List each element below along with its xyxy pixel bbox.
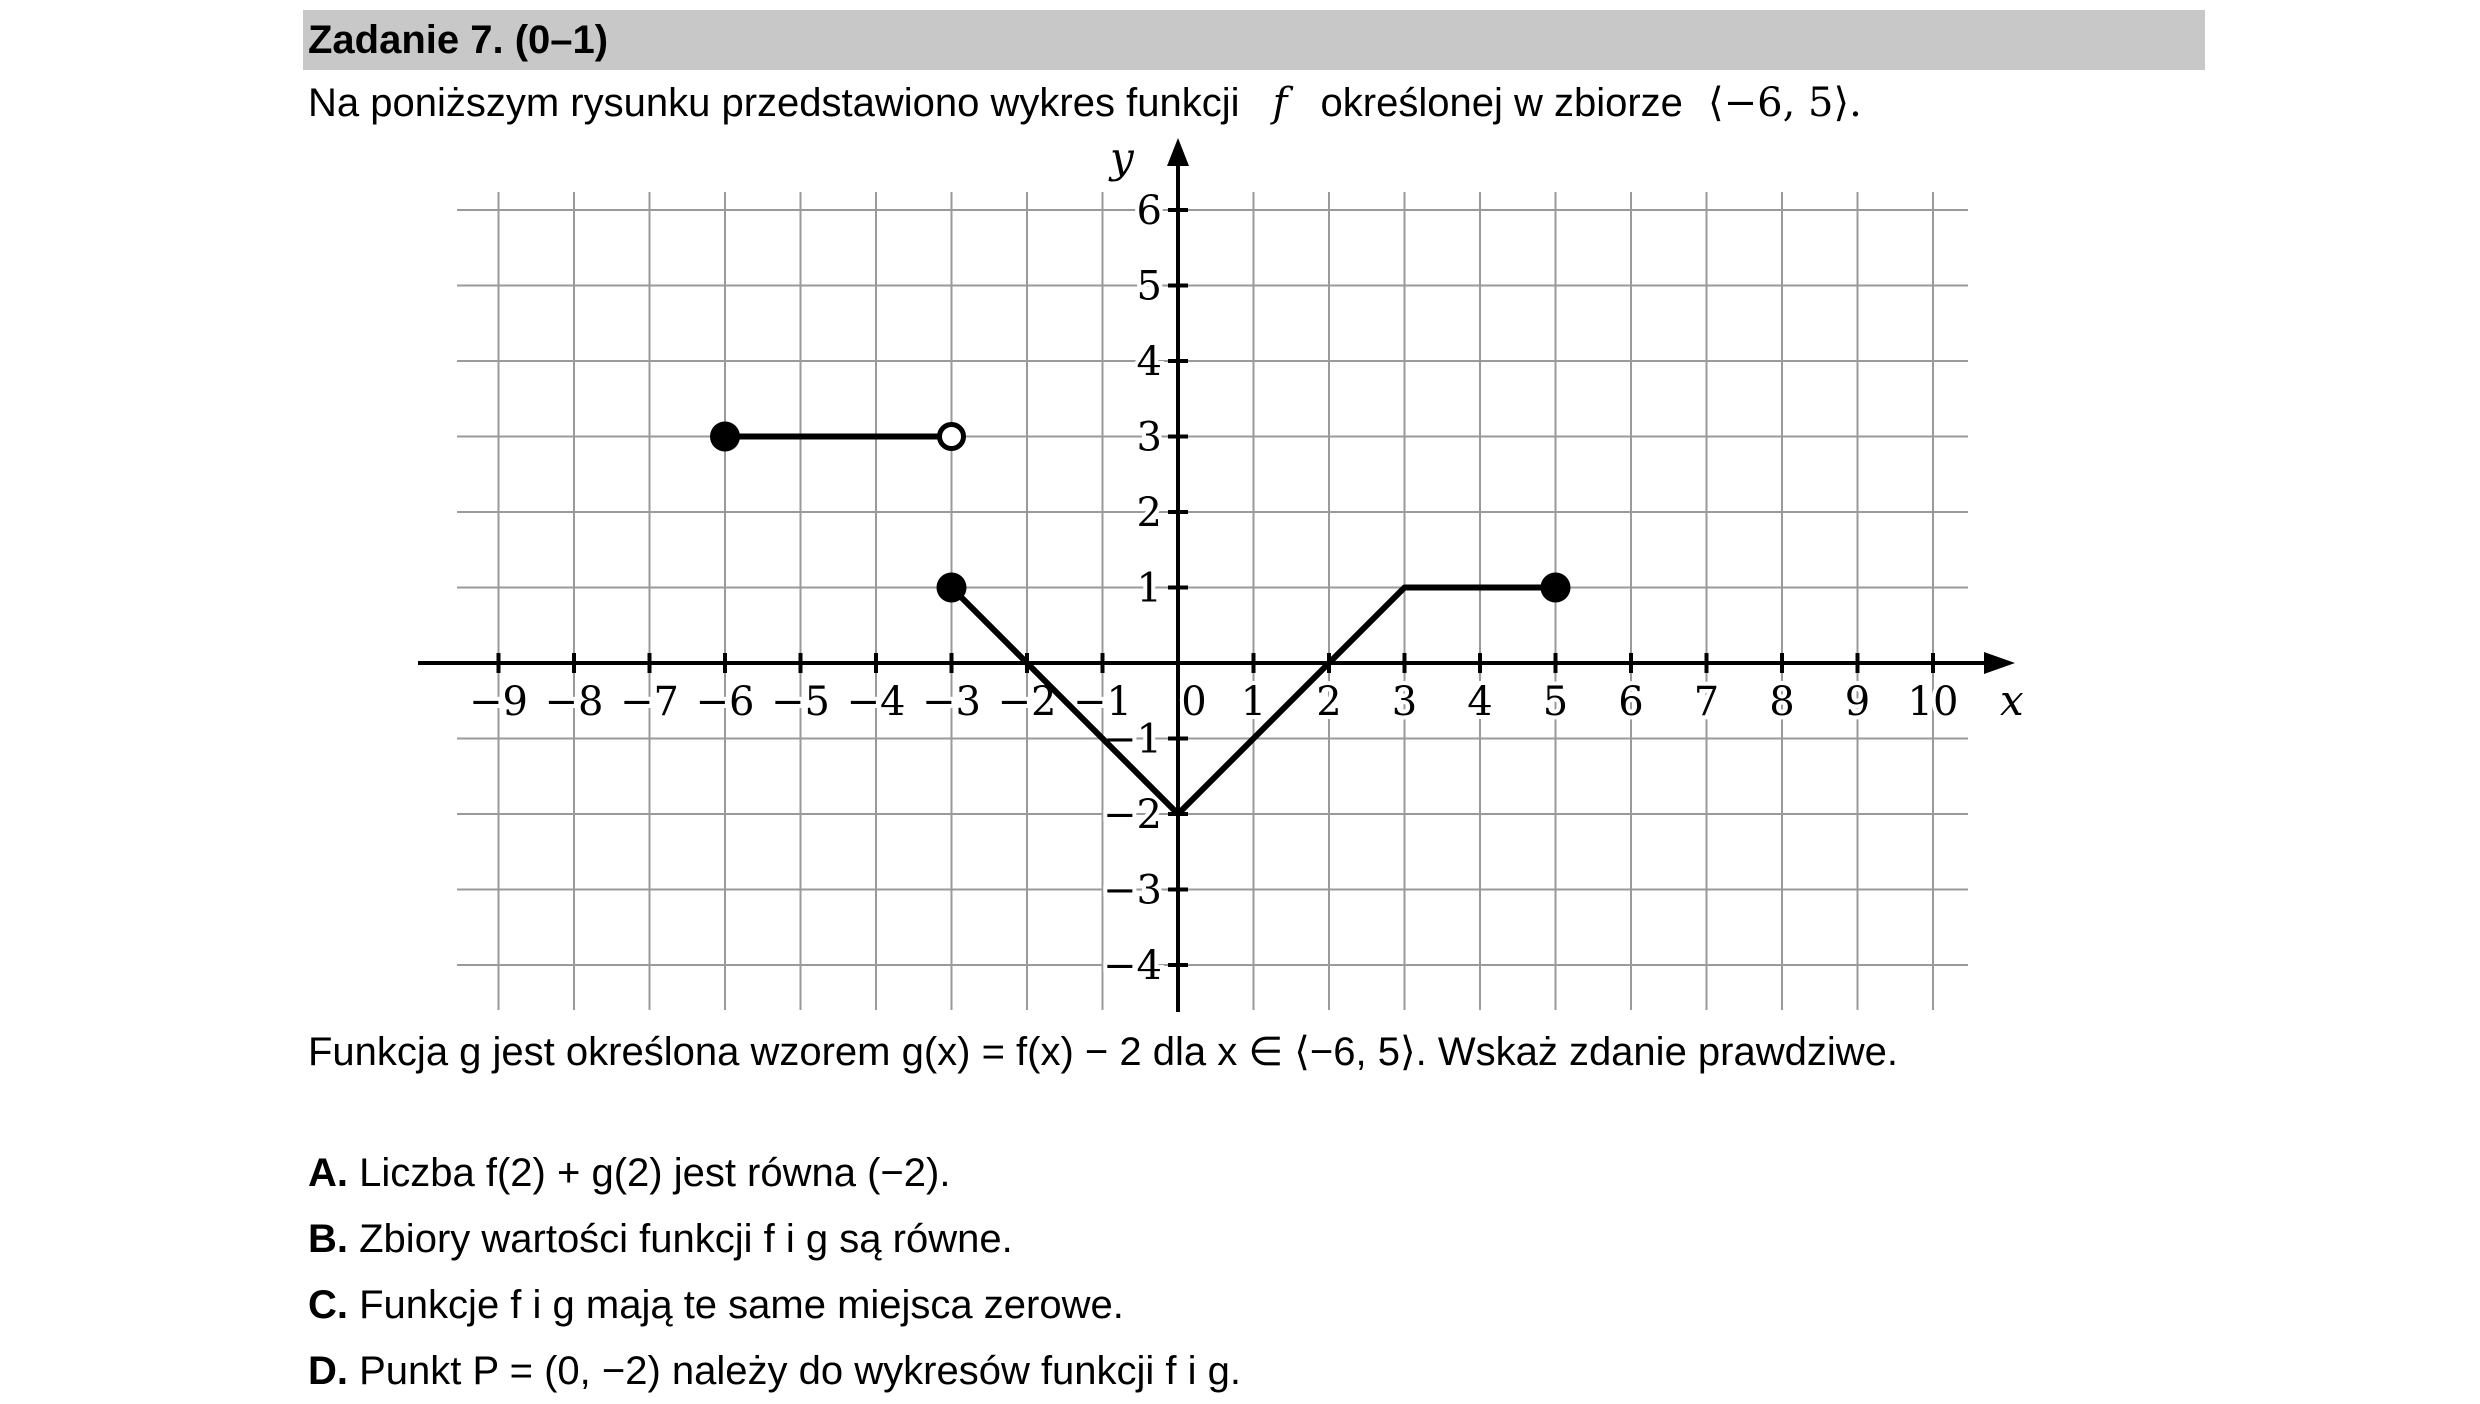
y-tick-label: 3 [1136, 414, 1162, 461]
x-tick-label: −8 [544, 679, 604, 725]
x-tick-label: 2 [1316, 679, 1342, 725]
closed-endpoint [710, 422, 740, 452]
y-tick-label: 6 [1136, 188, 1162, 234]
y-axis-arrow [1167, 138, 1189, 166]
y-tick-label: −4 [1103, 943, 1162, 989]
axes [418, 138, 2015, 1012]
tick-labels [469, 133, 2024, 989]
x-tick-label: −4 [846, 679, 906, 725]
x-tick-label: −9 [469, 679, 528, 725]
x-tick-label: −5 [771, 679, 830, 725]
x-tick-label: 10 [1907, 679, 1959, 725]
open-endpoint [940, 425, 964, 449]
y-tick-label: 5 [1136, 263, 1162, 310]
x-tick-label: 0 [1181, 679, 1207, 725]
answer-c-letter: C. [308, 1283, 348, 1327]
x-axis-arrow [1984, 652, 2015, 674]
grid-lines [457, 192, 1968, 1010]
y-tick-label: 2 [1136, 490, 1162, 536]
x-axis-label: x [2000, 676, 2024, 725]
y-tick-label: 1 [1136, 565, 1162, 612]
x-tick-label: −7 [620, 679, 679, 725]
intro-domain: ⟨−6, 5⟩. [1708, 80, 1862, 126]
x-tick-label: −6 [695, 679, 755, 725]
answer-b-letter: B. [308, 1217, 348, 1261]
answer-a-text: Liczba f(2) + g(2) jest równa (−2). [359, 1151, 951, 1195]
intro-text-after: określonej w zbiorze [1320, 81, 1683, 125]
y-tick-label: −3 [1103, 867, 1162, 914]
closed-endpoint [937, 573, 967, 603]
question-text: Funkcja g jest określona wzorem g(x) = f(x) − 2 dla x ∈ ⟨−6, 5⟩. Wskaż zdanie prawdziwe. [308, 1030, 1898, 1074]
answer-d[interactable] [308, 1338, 1241, 1404]
answer-c[interactable] [308, 1272, 1241, 1338]
intro-function-name: f [1272, 80, 1288, 126]
x-tick-label: −1 [1073, 679, 1132, 725]
x-tick-label: 5 [1542, 679, 1569, 725]
answer-b[interactable] [308, 1206, 1241, 1272]
y-tick-label: −1 [1103, 716, 1162, 763]
x-tick-label: 3 [1391, 679, 1418, 725]
x-tick-label: 9 [1844, 679, 1871, 725]
task-title: Zadanie 7. (0–1) [308, 18, 609, 62]
x-tick-label: 7 [1693, 679, 1720, 725]
x-tick-label: −3 [922, 679, 981, 725]
intro-text-before: Na poniższym rysunku przedstawiono wykres funkcji [308, 81, 1240, 125]
x-tick-label: 4 [1467, 679, 1493, 725]
y-tick-label: 4 [1136, 339, 1162, 385]
answer-d-text: Punkt P = (0, −2) należy do wykresów funkcji f i g. [359, 1349, 1242, 1393]
answer-a[interactable] [308, 1140, 1241, 1206]
answer-b-text: Zbiory wartości funkcji f i g są równe. [359, 1217, 1013, 1261]
x-tick-label: −2 [997, 679, 1057, 725]
x-tick-label: 8 [1769, 679, 1795, 725]
x-tick-label: 1 [1240, 679, 1267, 725]
answer-c-text: Funkcje f i g mają te same miejsca zerowe. [359, 1283, 1124, 1327]
answer-a-letter: A. [308, 1151, 348, 1195]
answer-list [308, 1140, 1241, 1404]
answer-d-letter: D. [308, 1349, 348, 1393]
y-tick-label: −2 [1103, 792, 1162, 838]
closed-endpoint [1541, 573, 1571, 603]
y-axis-label: y [1110, 133, 1134, 182]
x-tick-label: 6 [1618, 679, 1644, 725]
